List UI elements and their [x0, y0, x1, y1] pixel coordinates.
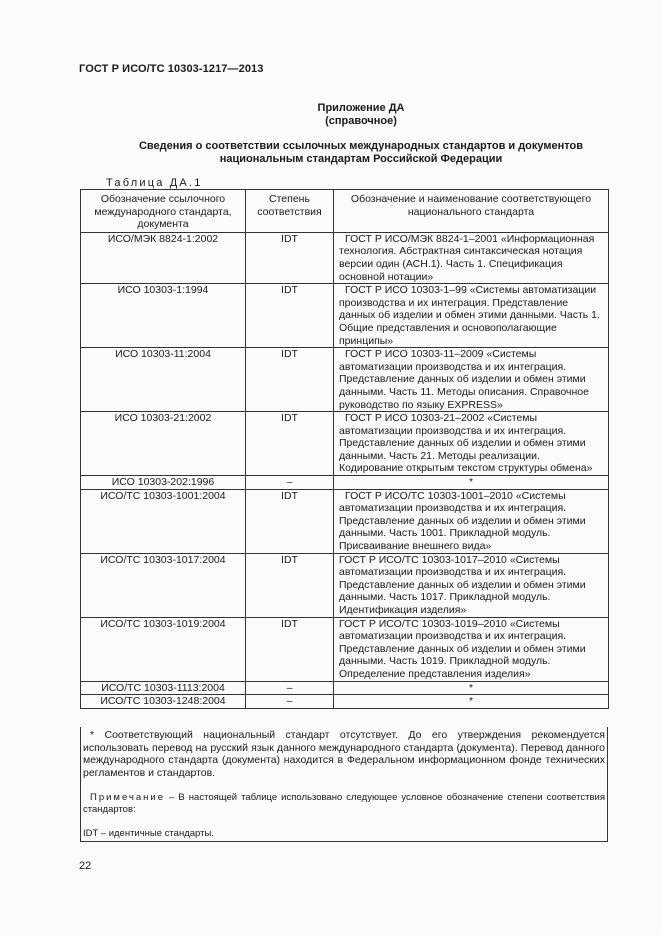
cell-degree: IDT [246, 284, 334, 348]
appendix-subtitle: (справочное) [325, 115, 397, 127]
footnote-text: * Соответствующий национальный стандарт отсутствует. До его утверждения рекомендуется использовать перевод на русский язык данного международного стандарта (документа). Перевод данного международного стандарта (документа) находится в Федеральном информационном фонде технических регламентов и стандартов. [83, 729, 605, 779]
table-row [81, 476, 609, 490]
table-row [81, 284, 609, 348]
note-paragraph [83, 792, 605, 816]
cell-national: * [334, 476, 609, 490]
note-text: – В настоящей таблице использовано следующее условное обозначение степени соответствия стандартов: [83, 792, 605, 816]
cell-reference: ИСО/ТС 10303-1248:2004 [81, 695, 246, 709]
table-footnote-block [80, 727, 608, 842]
cell-national: * [334, 695, 609, 709]
appendix-heading [0, 102, 661, 128]
cell-reference: ИСО/ТС 10303-1001:2004 [81, 489, 246, 553]
document-code-header: ГОСТ Р ИСО/ТС 10303-1217—2013 [79, 63, 264, 75]
section-title-line-1: Сведения о соответствии ссылочных международных стандартов и документов [138, 140, 584, 152]
table-row [81, 412, 609, 476]
cell-reference: ИСО 10303-1:1994 [81, 284, 246, 348]
cell-reference: ИСО/ТС 10303-1019:2004 [81, 617, 246, 681]
header-national-standard: Обозначение и наименование соответствующего национального стандарта [334, 190, 609, 233]
cell-reference: ИСО 10303-21:2002 [81, 412, 246, 476]
cell-degree: IDT [246, 232, 334, 283]
header-degree: Степень соответствия [246, 190, 334, 233]
idt-definition: IDT – идентичные стандарты. [83, 828, 214, 840]
cell-degree: IDT [246, 553, 334, 617]
cell-degree: IDT [246, 348, 334, 412]
cell-national: ГОСТ Р ИСО/ТС 10303-1017–2010 «Системы автоматизации производства и их интеграция. Представление данных об изделии и обмен этими данными. Часть 1017. Прикладной модуль. Идентификация изделия» [334, 553, 609, 617]
header-reference-standard: Обозначение ссылочного международного стандарта, документа [81, 190, 246, 233]
section-title-line-2: национальным стандартам Российской Федерации [219, 153, 503, 165]
section-title [0, 140, 661, 166]
cell-degree: IDT [246, 489, 334, 553]
cell-degree: IDT [246, 617, 334, 681]
table-row [81, 232, 609, 283]
table-row [81, 348, 609, 412]
cell-degree: – [246, 476, 334, 490]
cell-national: * [334, 681, 609, 695]
cell-reference: ИСО/МЭК 8824-1:2002 [81, 232, 246, 283]
cell-degree: IDT [246, 412, 334, 476]
cell-national: ГОСТ Р ИСО/ТС 10303-1001–2010 «Системы автоматизации производства и их интеграция. Представление данных об изделии и обмен этими данными. Часть 1001. Прикладной модуль. Присваивание внешнего вида» [334, 489, 609, 553]
cell-reference: ИСО/ТС 10303-1113:2004 [81, 681, 246, 695]
cell-reference: ИСО/ТС 10303-1017:2004 [81, 553, 246, 617]
cell-national: ГОСТ Р ИСО 10303-1–99 «Системы автоматизации производства и их интеграция. Представление данных об изделии и обмен этими данными. Часть 1. Общие представления и основополагающие принципы» [334, 284, 609, 348]
table-row [81, 617, 609, 681]
table-row [81, 681, 609, 695]
note-label: Примечание [90, 792, 165, 804]
correspondence-table [80, 189, 609, 709]
cell-national: ГОСТ Р ИСО/ТС 10303-1019–2010 «Системы автоматизации производства и их интеграция. Представление данных об изделии и обмен этими данными. Часть 1019. Прикладной модуль. Определение представления изделия» [334, 617, 609, 681]
table-row [81, 489, 609, 553]
cell-national: ГОСТ Р ИСО 10303-11–2009 «Системы автоматизации производства и их интеграция. Представление данных об изделии и обмен этими данными. Часть 11. Методы описания. Справочное руководство по языку EXPRESS» [334, 348, 609, 412]
cell-degree: – [246, 681, 334, 695]
cell-reference: ИСО 10303-11:2004 [81, 348, 246, 412]
cell-national: ГОСТ Р ИСО 10303-21–2002 «Системы автоматизации производства и их интеграция. Представление данных об изделии и обмен этими данными. Часть 21. Методы реализации. Кодирование открытым текстом структуры обмена» [334, 412, 609, 476]
table-caption: Таблица ДА.1 [106, 177, 203, 189]
page-number: 22 [79, 860, 92, 872]
appendix-title: Приложение ДА [317, 102, 405, 114]
cell-degree: – [246, 695, 334, 709]
table-row [81, 553, 609, 617]
cell-national: ГОСТ Р ИСО/МЭК 8824-1–2001 «Информационная технология. Абстрактная синтаксическая нотация версии один (АСН.1). Часть 1. Спецификация основной нотации» [334, 232, 609, 283]
table-header-row [81, 190, 609, 233]
cell-reference: ИСО 10303-202:1996 [81, 476, 246, 490]
table-row [81, 695, 609, 709]
